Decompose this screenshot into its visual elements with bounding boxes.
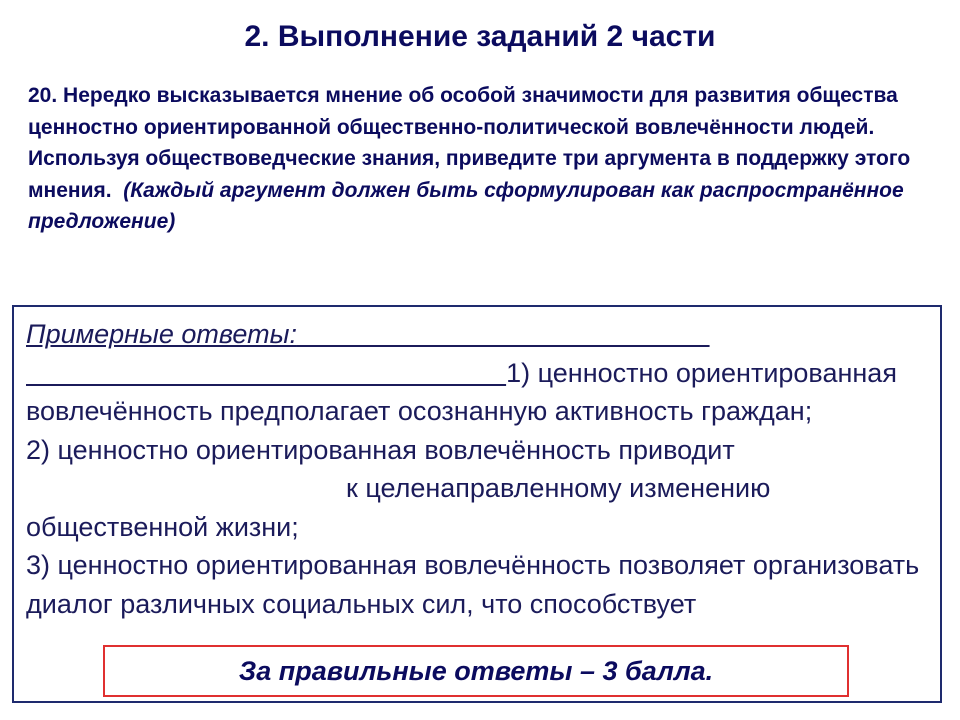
answers-text xyxy=(26,315,936,623)
answers-heading: Примерные ответы: xyxy=(26,319,297,349)
slide-title: 2. Выполнение заданий 2 части xyxy=(244,20,716,53)
question-note: (Каждый аргумент должен быть сформулирован как распространённое предложение) xyxy=(28,178,904,233)
score-banner: За правильные ответы – 3 балла. xyxy=(103,645,849,697)
task-question xyxy=(28,80,933,238)
answer-item-1: 1) ценностно ориентированная вовлечённость предполагает осознанную активность граждан; xyxy=(26,357,897,426)
answer-item-3: 3) ценностно ориентированная вовлечённость позволяет организовать диалог различных социальных сил, что способствует xyxy=(26,550,920,619)
answers-box xyxy=(12,305,942,703)
answer-item-2-part-2: к целенаправленному изменению общественной жизни; xyxy=(26,473,771,542)
question-text: 20. Нередко высказывается мнение об особой значимости для развития общества ценностно ориентированной общественно-политической вовлечённости людей. Используя обществоведческие знания, приведите три аргумента в поддержку этого мнения. xyxy=(28,84,911,202)
answer-item-2-part-1: 2) ценностно ориентированная вовлечённость приводит xyxy=(26,434,735,465)
